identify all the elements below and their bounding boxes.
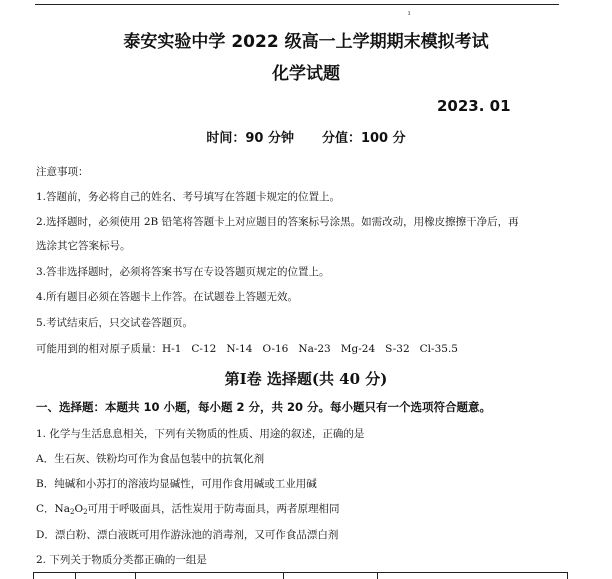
option-c-sub-1: 2 (69, 508, 75, 516)
top-rule (35, 4, 559, 5)
notice-item-5: 5.考试结束后，只交试卷答题页。 (36, 317, 194, 329)
question-1-stem: 1. 化学与生活息息相关，下列有关物质的性质、用途的叙述，正确的是 (36, 428, 365, 440)
option-c-sub-2: 2 (83, 508, 88, 516)
table-col-divider (135, 573, 136, 579)
question-1-option-a: A．生石灰、铁粉均可作为食品包装中的抗氧化剂 (36, 453, 265, 465)
notice-heading: 注意事项： (36, 166, 89, 178)
exam-subtitle: 化学试题 (272, 64, 340, 84)
option-c-rest: 可用于呼吸面具，活性炭用于防毒面具，两者原理相同 (87, 503, 340, 515)
question-2-stem: 2. 下列关于物质分类都正确的一组是 (36, 554, 207, 566)
table-col-divider (377, 573, 378, 579)
table-col-divider (75, 573, 76, 579)
atomic-masses: 可能用到的相对原子质量：H-1 C-12 N-14 O-16 Na-23 Mg-24 S-32 Cl-35.5 (36, 343, 458, 355)
option-c-mid: O (74, 503, 84, 515)
notice-item-4: 4.所有题目必须在答题卡上作答。在试题卷上答题无效。 (36, 291, 299, 303)
notice-item-1: 1.答题前，务必将自己的姓名、考号填写在答题卡规定的位置上。 (36, 191, 341, 203)
part-heading: 一、选择题：本题共 10 小题，每小题 2 分，共 20 分。每小题只有一个选项符合题意。 (36, 400, 492, 414)
tick-mark: ı (408, 9, 411, 17)
notice-item-2-cont: 选涂其它答案标号。 (36, 240, 131, 252)
table-col-divider (283, 573, 284, 579)
time-score-line (0, 130, 612, 148)
exam-title: 泰安实验中学 2022 级高一上学期期末模拟考试 (123, 32, 489, 52)
question-1-option-c (36, 502, 340, 519)
option-c-prefix: C．Na (36, 503, 70, 515)
notice-item-2: 2.选择题时，必须使用 2B 铅笔将答题卡上对应题目的答案标号涂黑。如需改动，用橡皮擦擦干净后，再 (36, 216, 519, 228)
table-col-divider (567, 573, 568, 579)
section-title: 第Ⅰ卷 选择题(共 40 分) (224, 370, 388, 388)
notice-item-3: 3.答非选择题时，必须将答案书写在专设答题页规定的位置上。 (36, 266, 330, 278)
table-col-divider (33, 573, 34, 579)
time-label: 时间：90 分钟 (206, 131, 294, 146)
question-1-option-b: B．纯碱和小苏打的溶液均显碱性，可用作食用碱或工业用碱 (36, 478, 317, 490)
score-label: 分值：100 分 (321, 131, 406, 146)
question-1-option-d: D．漂白粉、漂白液既可用作游泳池的消毒剂，又可作食品漂白剂 (36, 529, 339, 541)
exam-date: 2023. 01 (437, 97, 511, 115)
